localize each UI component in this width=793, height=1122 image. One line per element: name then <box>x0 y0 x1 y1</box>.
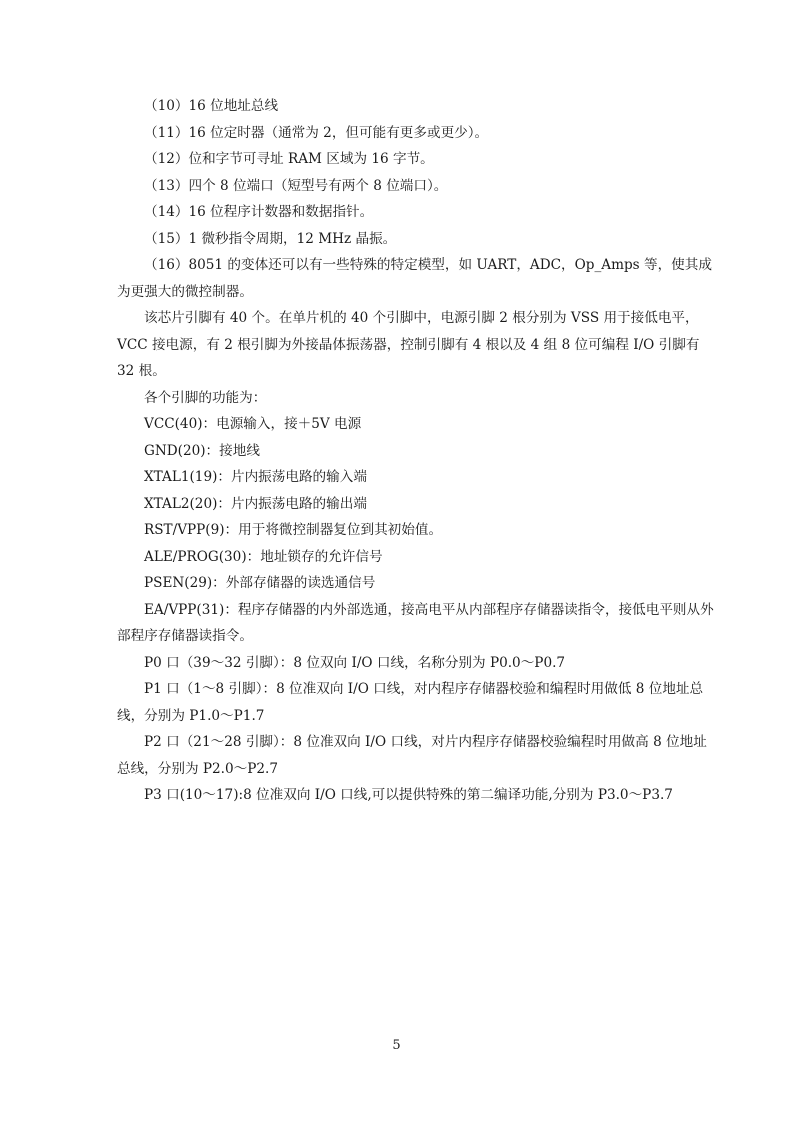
paragraph-port-p1: P1 口（1～8 引脚）：8 位准双向 I/O 口线，对内程序存储器校验和编程时用做低 8 位地址总线，分别为 P1.0～P1.7 <box>117 681 704 724</box>
paragraph-10: （10）16 位地址总线 <box>144 98 279 114</box>
paragraph-ea-vpp: EA/VPP(31)：程序存储器的内外部选通，接高电平从内部程序存储器读指令，接低电平则从外部程序存储器读指令。 <box>117 601 714 644</box>
paragraph-14: （14）16 位程序计数器和数据指针。 <box>144 204 374 220</box>
paragraph-15: （15）1 微秒指令周期，12 MHz 晶振。 <box>144 230 397 247</box>
paragraph-xtal2: XTAL2(20)：片内振荡电路的输出端 <box>144 495 367 512</box>
paragraph-ale-prog: ALE/PROG(30)：地址锁存的允许信号 <box>144 548 383 565</box>
paragraph-vcc: VCC(40)：电源输入，接＋5V 电源 <box>144 416 362 432</box>
paragraph-port-p3: P3 口(10～17):8 位准双向 I/O 口线,可以提供特殊的第二编译功能,分别为 P3.0～P3.7 <box>144 787 673 803</box>
paragraph-chip-pins: 该芯片引脚有 40 个。在单片机的 40 个引脚中，电源引脚 2 根分别为 VSS 用于接低电平，VCC 接电源，有 2 根引脚为外接晶体振荡器，控制引脚有 4 根以及 4 组 8 位可编程 I/O 引脚有 32 根。 <box>117 310 700 379</box>
paragraph-16: （16）8051 的变体还可以有一些特殊的特定模型，如 UART，ADC，Op_Amps 等，使其成为更强大的微控制器。 <box>117 257 712 300</box>
paragraph-11: （11）16 位定时器（通常为 2，但可能有更多或更少）。 <box>144 124 489 141</box>
paragraph-gnd: GND(20)：接地线 <box>144 442 260 459</box>
paragraph-pin-functions-intro: 各个引脚的功能为： <box>144 389 267 406</box>
paragraph-12: （12）位和字节可寻址 RAM 区域为 16 字节。 <box>144 151 434 167</box>
paragraph-port-p2: P2 口（21～28 引脚）：8 位准双向 I/O 口线，对片内程序存储器校验编程时用做高 8 位地址总线，分别为 P2.0～P2.7 <box>117 734 707 777</box>
page-body <box>117 93 717 809</box>
paragraph-port-p0: P0 口（39～32 引脚）：8 位双向 I/O 口线，名称分别为 P0.0～P0.7 <box>144 654 566 671</box>
paragraph-rst-vpp: RST/VPP(9)：用于将微控制器复位到其初始值。 <box>144 522 443 538</box>
paragraph-psen: PSEN(29)：外部存储器的读选通信号 <box>144 575 376 591</box>
paragraph-xtal1: XTAL1(19)：片内振荡电路的输入端 <box>144 469 367 485</box>
page-number: 5 <box>392 1038 401 1053</box>
paragraph-13: （13）四个 8 位端口（短型号有两个 8 位端口）。 <box>144 177 448 194</box>
